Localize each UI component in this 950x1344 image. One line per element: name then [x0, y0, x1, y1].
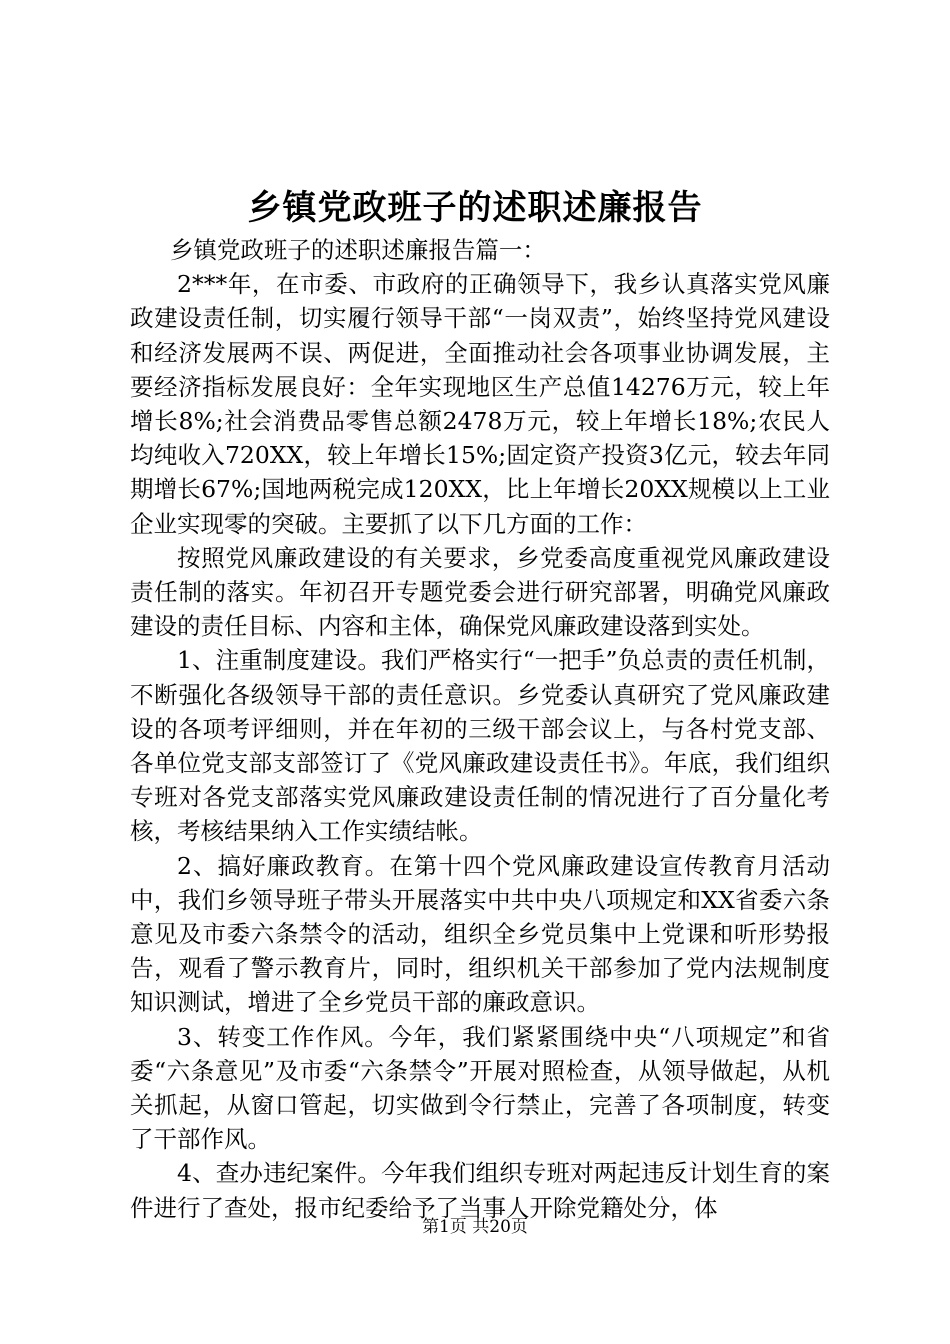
document-title: 乡镇党政班子的述职述廉报告 — [247, 188, 703, 228]
paragraph-item-2: 2、搞好廉政教育。在第十四个党风廉政建设宣传教育月活动中，我们乡领导班子带头开展落实中共中央八项规定和XX省委六条意见及市委六条禁令的活动，组织全乡党员集中上党课和听形势报告，观看了警示教育片，同时，组织机关干部参加了党内法规制度知识测试，增进了全乡党员干部的廉政意识。 — [130, 851, 830, 1017]
document-body — [130, 233, 830, 1225]
paragraph-intro: 乡镇党政班子的述职述廉报告篇一： — [169, 236, 546, 264]
paragraph-overview: 2***年，在市委、市政府的正确领导下，我乡认真落实党风廉政建设责任制，切实履行领导干部“一岗双责”，始终坚持党风建设和经济发展两不误、两促进，全面推动社会各项事业协调发展，主要经济指标发展良好：全年实现地区生产总值14276万元，较上年增长8%;社会消费品零售总额2478万元，较上年增长18%;农民人均纯收入720XX，较上年增长15%;固定资产投资3亿元，较去年同期增长67%;国地两税完成120XX，比上年增长20XX规模以上工业企业实现零的突破。主要抓了以下几方面的工作： — [130, 270, 830, 538]
paragraph-responsibility: 按照党风廉政建设的有关要求，乡党委高度重视党风廉政建设责任制的落实。年初召开专题党委会进行研究部署，明确党风廉政建设的责任目标、内容和主体，确保党风廉政建设落到实处。 — [130, 543, 830, 641]
paragraph-item-4: 4、查办违纪案件。今年我们组织专班对两起违反计划生育的案件进行了查处，报市纪委给予了当事人开除党籍处分，体 — [130, 1159, 830, 1222]
paragraph-item-1: 1、注重制度建设。我们严格实行“一把手”负总责的责任机制，不断强化各级领导干部的责任意识。乡党委认真研究了党风廉政建设的各项考评细则，并在年初的三级干部会议上，与各村党支部、各单位党支部支部签订了《党风廉政建设责任书》。年底，我们组织专班对各党支部落实党风廉政建设责任制的情况进行了百分量化考核，考核结果纳入工作实绩结帐。 — [130, 646, 830, 846]
page-number-footer: 第1页 共20页 — [422, 1217, 528, 1237]
paragraph-item-3: 3、转变工作作风。今年，我们紧紧围绕中央“八项规定”和省委“六条意见”及市委“六条禁令”开展对照检查，从领导做起，从机关抓起，从窗口管起，切实做到令行禁止，完善了各项制度，转变了干部作风。 — [130, 1022, 830, 1154]
